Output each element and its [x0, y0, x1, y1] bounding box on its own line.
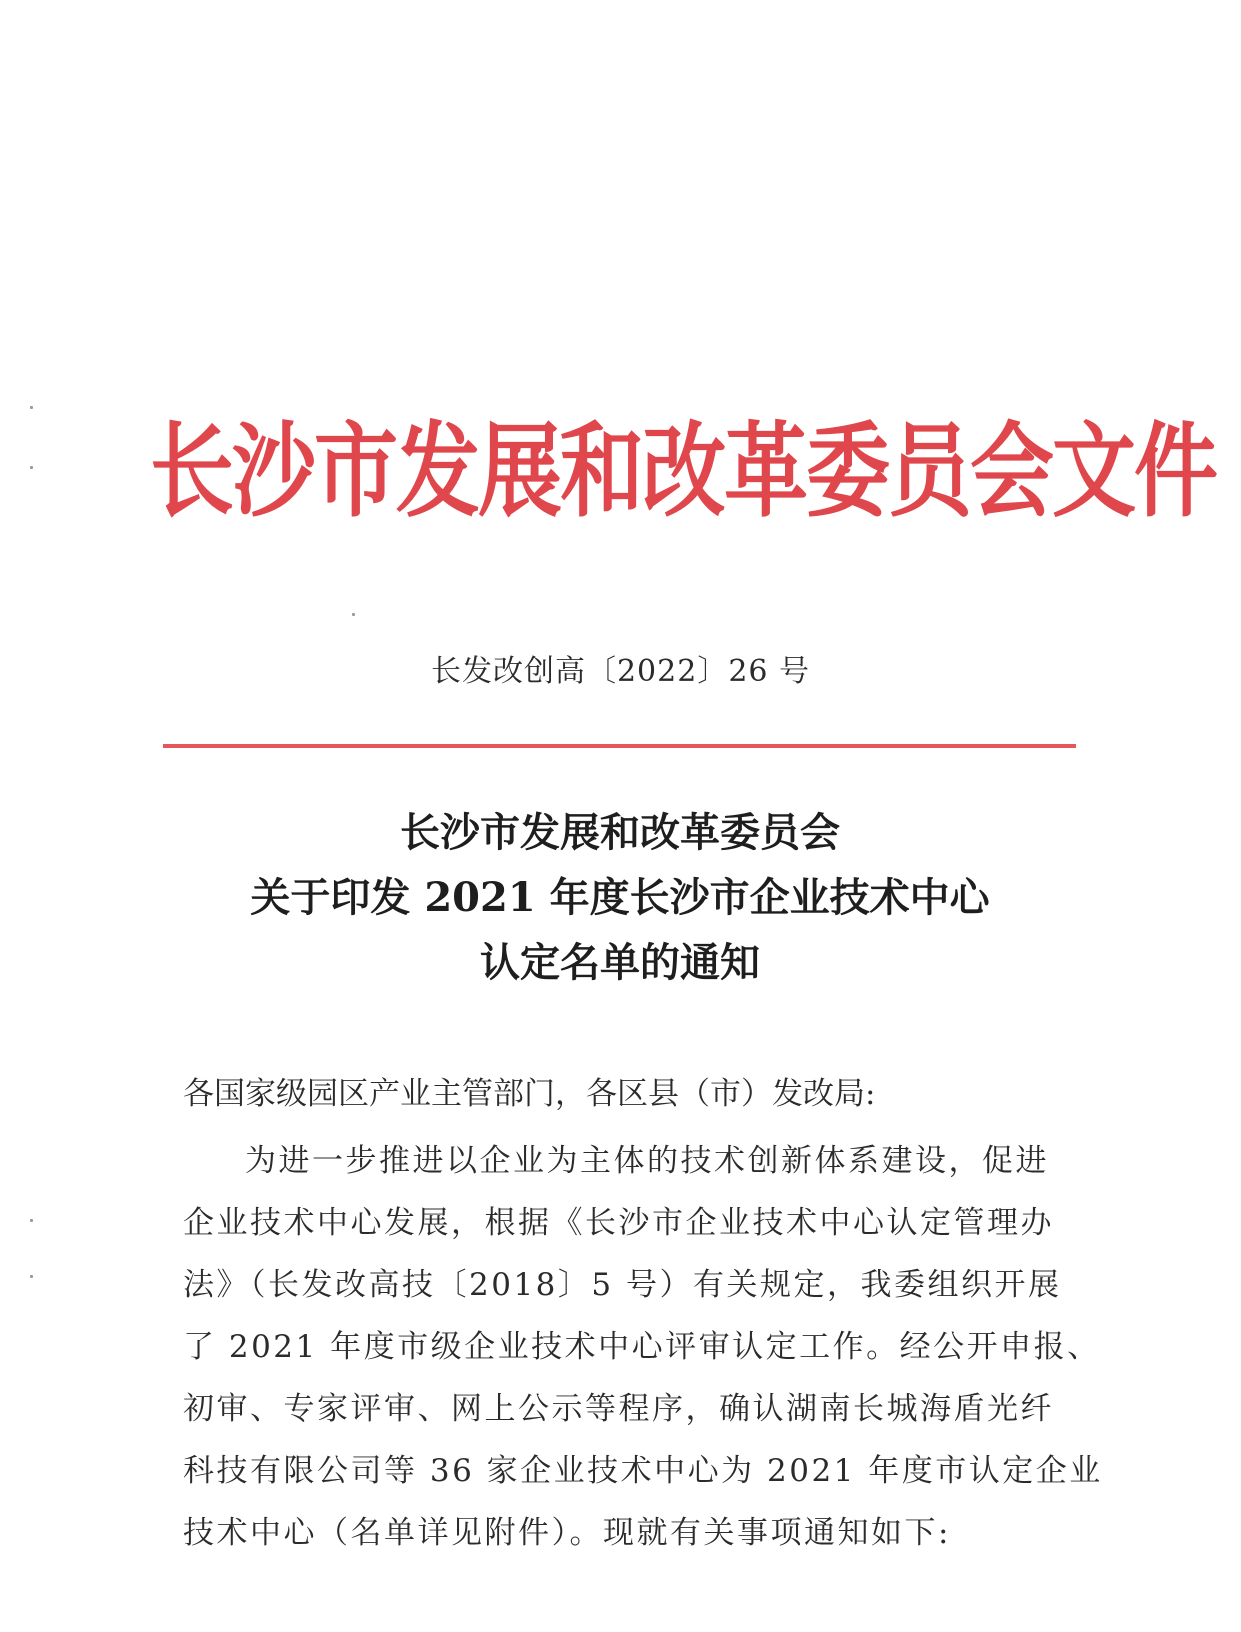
notice-title-line-3: 认定名单的通知: [480, 939, 760, 986]
body-line: 企业技术中心发展，根据《长沙市企业技术中心认定管理办: [183, 1205, 1054, 1241]
notice-title-line-2: 关于印发 2021 年度长沙市企业技术中心: [250, 874, 990, 921]
red-separator-rule: [163, 744, 1076, 748]
scan-speck: [30, 1219, 33, 1222]
scan-speck: [30, 406, 33, 409]
document-number: 长发改创高〔2022〕26 号: [430, 654, 811, 689]
body-line: 法》（长发改高技〔2018〕5 号）有关规定，我委组织开展: [183, 1267, 1062, 1303]
body-line: 技术中心（名单详见附件）。现就有关事项通知如下:: [183, 1515, 951, 1551]
notice-title-line-1: 长沙市发展和改革委员会: [400, 809, 840, 856]
body-line: 了 2021 年度市级企业技术中心评审认定工作。经公开申报、: [183, 1329, 1101, 1365]
body-line: 初审、专家评审、网上公示等程序，确认湖南长城海盾光纤: [183, 1391, 1054, 1427]
body-paragraph: [183, 1130, 1103, 1564]
scan-speck: [30, 466, 33, 469]
scan-speck: [30, 1275, 33, 1278]
masthead-title: 长沙市发展和改革委员会文件: [150, 410, 1217, 532]
salutation: 各国家级园区产业主管部门，各区县（市）发改局:: [183, 1076, 876, 1112]
scan-speck: [352, 613, 355, 616]
body-line: 为进一步推进以企业为主体的技术创新体系建设，促进: [245, 1143, 1049, 1179]
notice-title: [120, 800, 1120, 995]
body-line: 科技有限公司等 36 家企业技术中心为 2021 年度市认定企业: [183, 1453, 1103, 1489]
